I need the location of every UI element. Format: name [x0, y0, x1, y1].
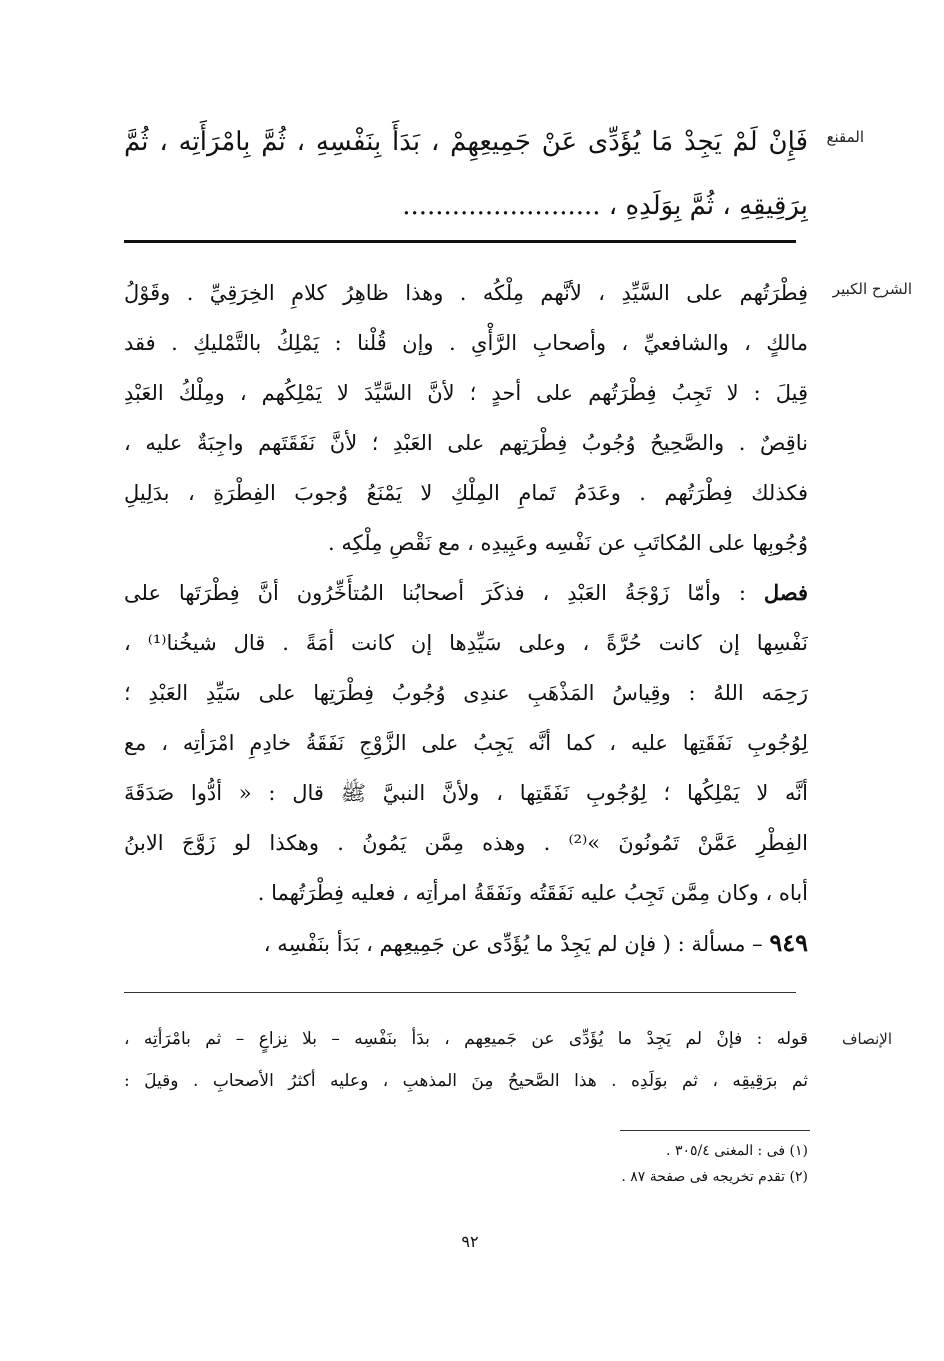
- fasl-first-line: [124, 568, 808, 618]
- sharh-line: مالكٍ ، والشافعيِّ ، وأصحابِ الرَّأْىِ . وإن قُلْنا : يَمْلِكُ بالتَّمْليكِ . فقد: [124, 331, 808, 355]
- muqni-line: بِرَقِيقِهِ ، ثُمَّ بِوَلَدِهِ ، ........................: [402, 191, 808, 221]
- fasl-line: نَفْسِها إن كانت حُرَّةً ، وعلى سَيِّدِها إن كانت أمَةً . قال شيخُنا⁽¹⁾ ،: [124, 631, 808, 655]
- sharh-line: وُجُوبِها على المُكاتَبِ عن نَفْسِه وعَبِيدِه ، مع نَقْصِ مِلْكِه .: [328, 531, 808, 555]
- insaf-section-label: الإنصاف: [841, 1030, 892, 1048]
- sharh-line: ناقِصٌ . والصَّحِيحُ وُجُوبُ فِطْرَتِهم على العَبْدِ ؛ لأنَّ نَفَقَتَهم واجِبَةٌ عليه ،: [124, 431, 808, 455]
- masala-text: – مسألة : ( فإن لم يَجِدْ ما يُؤَدِّى عن جَمِيعِهم ، بَدَأ بنَفْسِه ،: [263, 932, 770, 956]
- fasl-heading: فصل: [763, 580, 808, 605]
- section-divider: [124, 992, 796, 993]
- fasl-line: أنَّه لا يَمْلِكُها ؛ لِوُجُوبِ نَفَقَتِها ، ولأنَّ النبيَّ ﷺ قال : « أدُّوا صَدَقَةَ: [124, 781, 808, 805]
- insaf-line: قوله : فإنْ لم يَجِدْ ما يُؤَدِّى عن جَميعِهم ، بدَأ بنَفْسِه – بلا نِزاعٍ – ثم بامْرَأتِه ،: [124, 1029, 808, 1049]
- section-divider: [124, 240, 796, 243]
- footnote: (٢) تقدم تخريجه فى صفحة ٨٧ .: [621, 1169, 808, 1185]
- footnotes-block: [380, 1138, 808, 1190]
- muqni-text-block: [124, 110, 808, 238]
- sharh-line: فِطْرَتُهم على السَّيِّدِ ، لأنَّهم مِلْكُه . وهذا ظاهِرُ كلامِ الخِرَقِيِّ . وقَوْلُ: [124, 281, 808, 305]
- page-number: ٩٢: [461, 1232, 479, 1251]
- fasl-first-line-text: : وأمّا زَوْجَةُ العَبْدِ ، فذكَرَ أصحابُنا المُتأَخِّرُون أنَّ فِطْرَتَها على: [124, 581, 764, 605]
- masala-line: [124, 918, 808, 968]
- sharh-line: فكذلك فِطْرَتُهم . وعَدَمُ تَمامِ المِلْكِ لا يَمْنَعُ وُجوبَ الفِطْرَةِ ، بدَلِيلِ: [124, 481, 808, 505]
- fasl-line: لِوُجُوبِ نَفَقَتِها عليه ، كما أنَّه يَجِبُ على الزَّوْجِ نَفَقَةُ خادِمِ امْرَأتِه ، مع: [124, 731, 808, 755]
- footnote-divider: [620, 1130, 810, 1131]
- sharh-text-block: [124, 268, 808, 968]
- fasl-line: الفِطْرِ عَمَّنْ تَمُونُونَ »⁽²⁾ . وهذه مِمَّن يَمُونُ . وهكذا لو زَوَّجَ الابنُ: [124, 831, 808, 855]
- insaf-line: ثم برَقِيقِه ، ثم بوَلَدِه . هذا الصَّحيحُ مِنَ المذهبِ ، وعليه أكثرُ الأصحابِ . وقيلَ :: [124, 1071, 808, 1091]
- sharh-section-label: الشرح الكبير: [832, 280, 912, 298]
- masala-number: ٩٤٩: [769, 928, 808, 957]
- insaf-text-block: [124, 1018, 808, 1102]
- muqni-section-label: المقنع: [826, 128, 864, 146]
- footnote: (١) فى : المغنى ٣٠٥/٤ .: [666, 1143, 808, 1159]
- sharh-line: قِيلَ : لا تَجِبُ فِطْرَتُهم على أحدٍ ؛ لأنَّ السَّيِّدَ لا يَمْلِكُهم ، ومِلْكُ العَبْدِ: [124, 381, 808, 405]
- fasl-line: أباه ، وكان مِمَّن تَجِبُ عليه نَفَقَتُه ونَفَقَةُ امرأتِه ، فعليه فِطْرَتُهما .: [257, 881, 808, 905]
- fasl-line: رَحِمَه اللهُ : وقِياسُ المَذْهَبِ عندِى وُجُوبُ فِطْرَتِها على سَيِّدِ العَبْدِ ؛: [124, 681, 808, 705]
- muqni-line: فَإِنْ لَمْ يَجِدْ مَا يُؤَدِّى عَنْ جَمِيعِهِمْ ، بَدَأَ بِنَفْسِهِ ، ثُمَّ بِامْرَأَتِه ، ثُمَّ: [124, 127, 808, 157]
